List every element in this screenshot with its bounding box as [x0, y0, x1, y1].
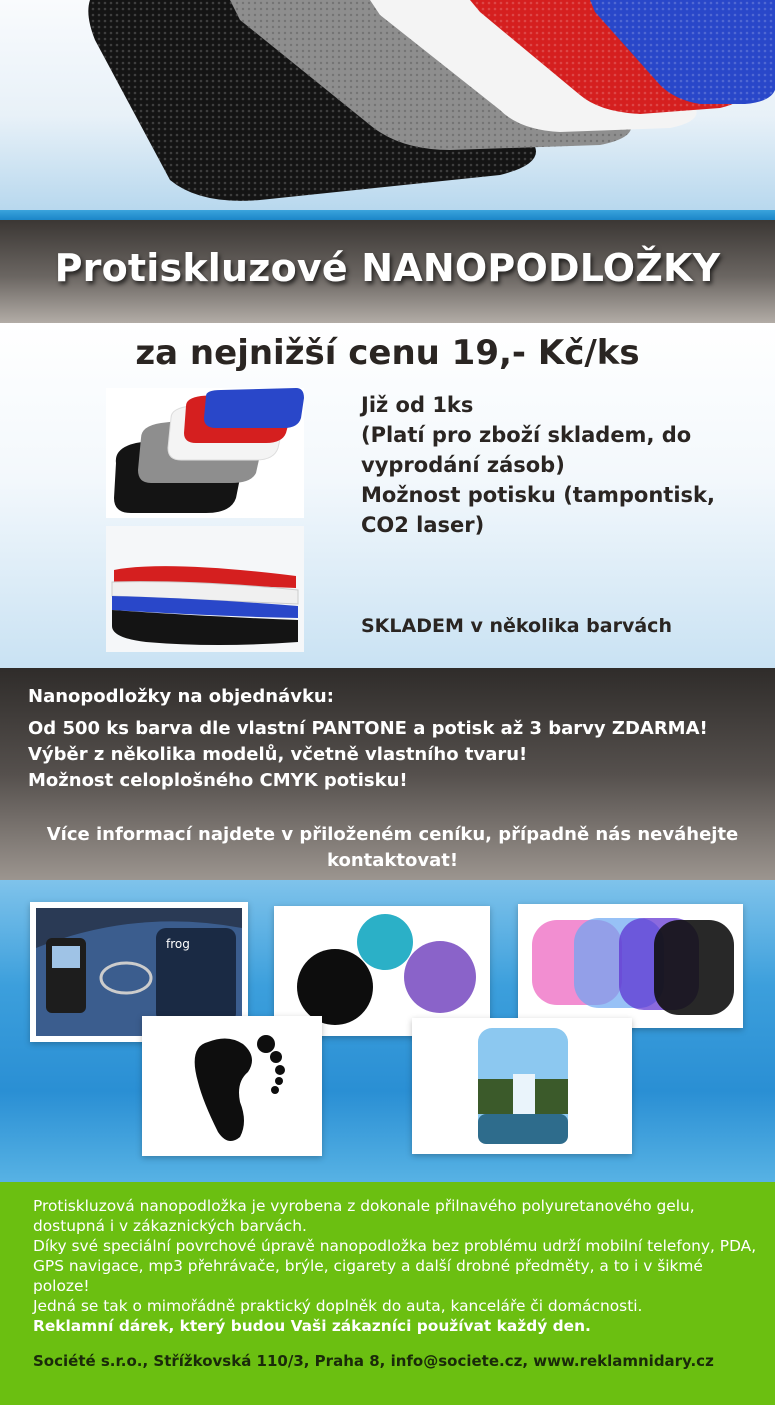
hero-mats-image — [0, 0, 775, 210]
waterfall-print-mat-photo — [412, 1018, 632, 1154]
svg-text:frog: frog — [166, 937, 190, 951]
side-view-mats-thumbnail — [106, 526, 304, 652]
stacked-mats-thumbnail — [106, 388, 304, 518]
company-contact: Société s.r.o., Střížkovská 110/3, Praha 8, info@societe.cz, www.reklamnidary.cz — [33, 1352, 714, 1370]
description-material: Protiskluzová nanopodložka je vyrobena z dokonale přilnavého polyuretanového gelu, dostupná i v zákaznických barvách. — [33, 1197, 695, 1235]
product-description — [33, 1196, 763, 1336]
custom-order-cmyk: Možnost celoplošného CMYK potisku! — [28, 770, 408, 791]
offer-min-quantity: Již od 1ks — [361, 393, 474, 417]
page-title: Protiskluzové NANOPODLOŽKY — [54, 246, 721, 290]
more-info-note: Více informací najdete v přiloženém ceníku, případně nás neváhejte kontaktovat! — [46, 824, 739, 871]
description-usage: Díky své speciální povrchové úpravě nanopodložka bez problému udrží mobilní telefony, PDA, GPS navigace, mp3 přehrávače, brýle, cigarety a další drobné předměty, a to i v šikmé poloze! — [33, 1237, 757, 1295]
offer-details — [361, 390, 741, 540]
transparent-colored-mats-photo — [518, 904, 743, 1028]
foot-shaped-mat-photo — [142, 1016, 322, 1156]
description-tagline: Reklamní dárek, který budou Vaši zákazníci používat každý den. — [33, 1317, 591, 1335]
offer-print-options: Možnost potisku (tampontisk, CO2 laser) — [361, 483, 715, 537]
stock-colors-note: SKLADEM v několika barvách — [361, 615, 672, 637]
hero-banner — [0, 0, 775, 210]
offer-stock-note: (Platí pro zboží skladem, do vyprodání zásob) — [361, 423, 692, 477]
custom-order-pantone: Od 500 ks barva dle vlastní PANTONE a potisk až 3 barvy ZDARMA! — [28, 718, 708, 739]
description-placement: Jedná se tak o mimořádně praktický doplněk do auta, kanceláře či domácnosti. — [33, 1297, 643, 1315]
hero-divider — [0, 210, 775, 220]
custom-order-heading: Nanopodložky na objednávku: — [28, 686, 334, 707]
price-headline: za nejnižší cenu 19,- Kč/ks — [135, 333, 640, 373]
custom-order-models: Výběr z několika modelů, včetně vlastního tvaru! — [28, 744, 528, 765]
